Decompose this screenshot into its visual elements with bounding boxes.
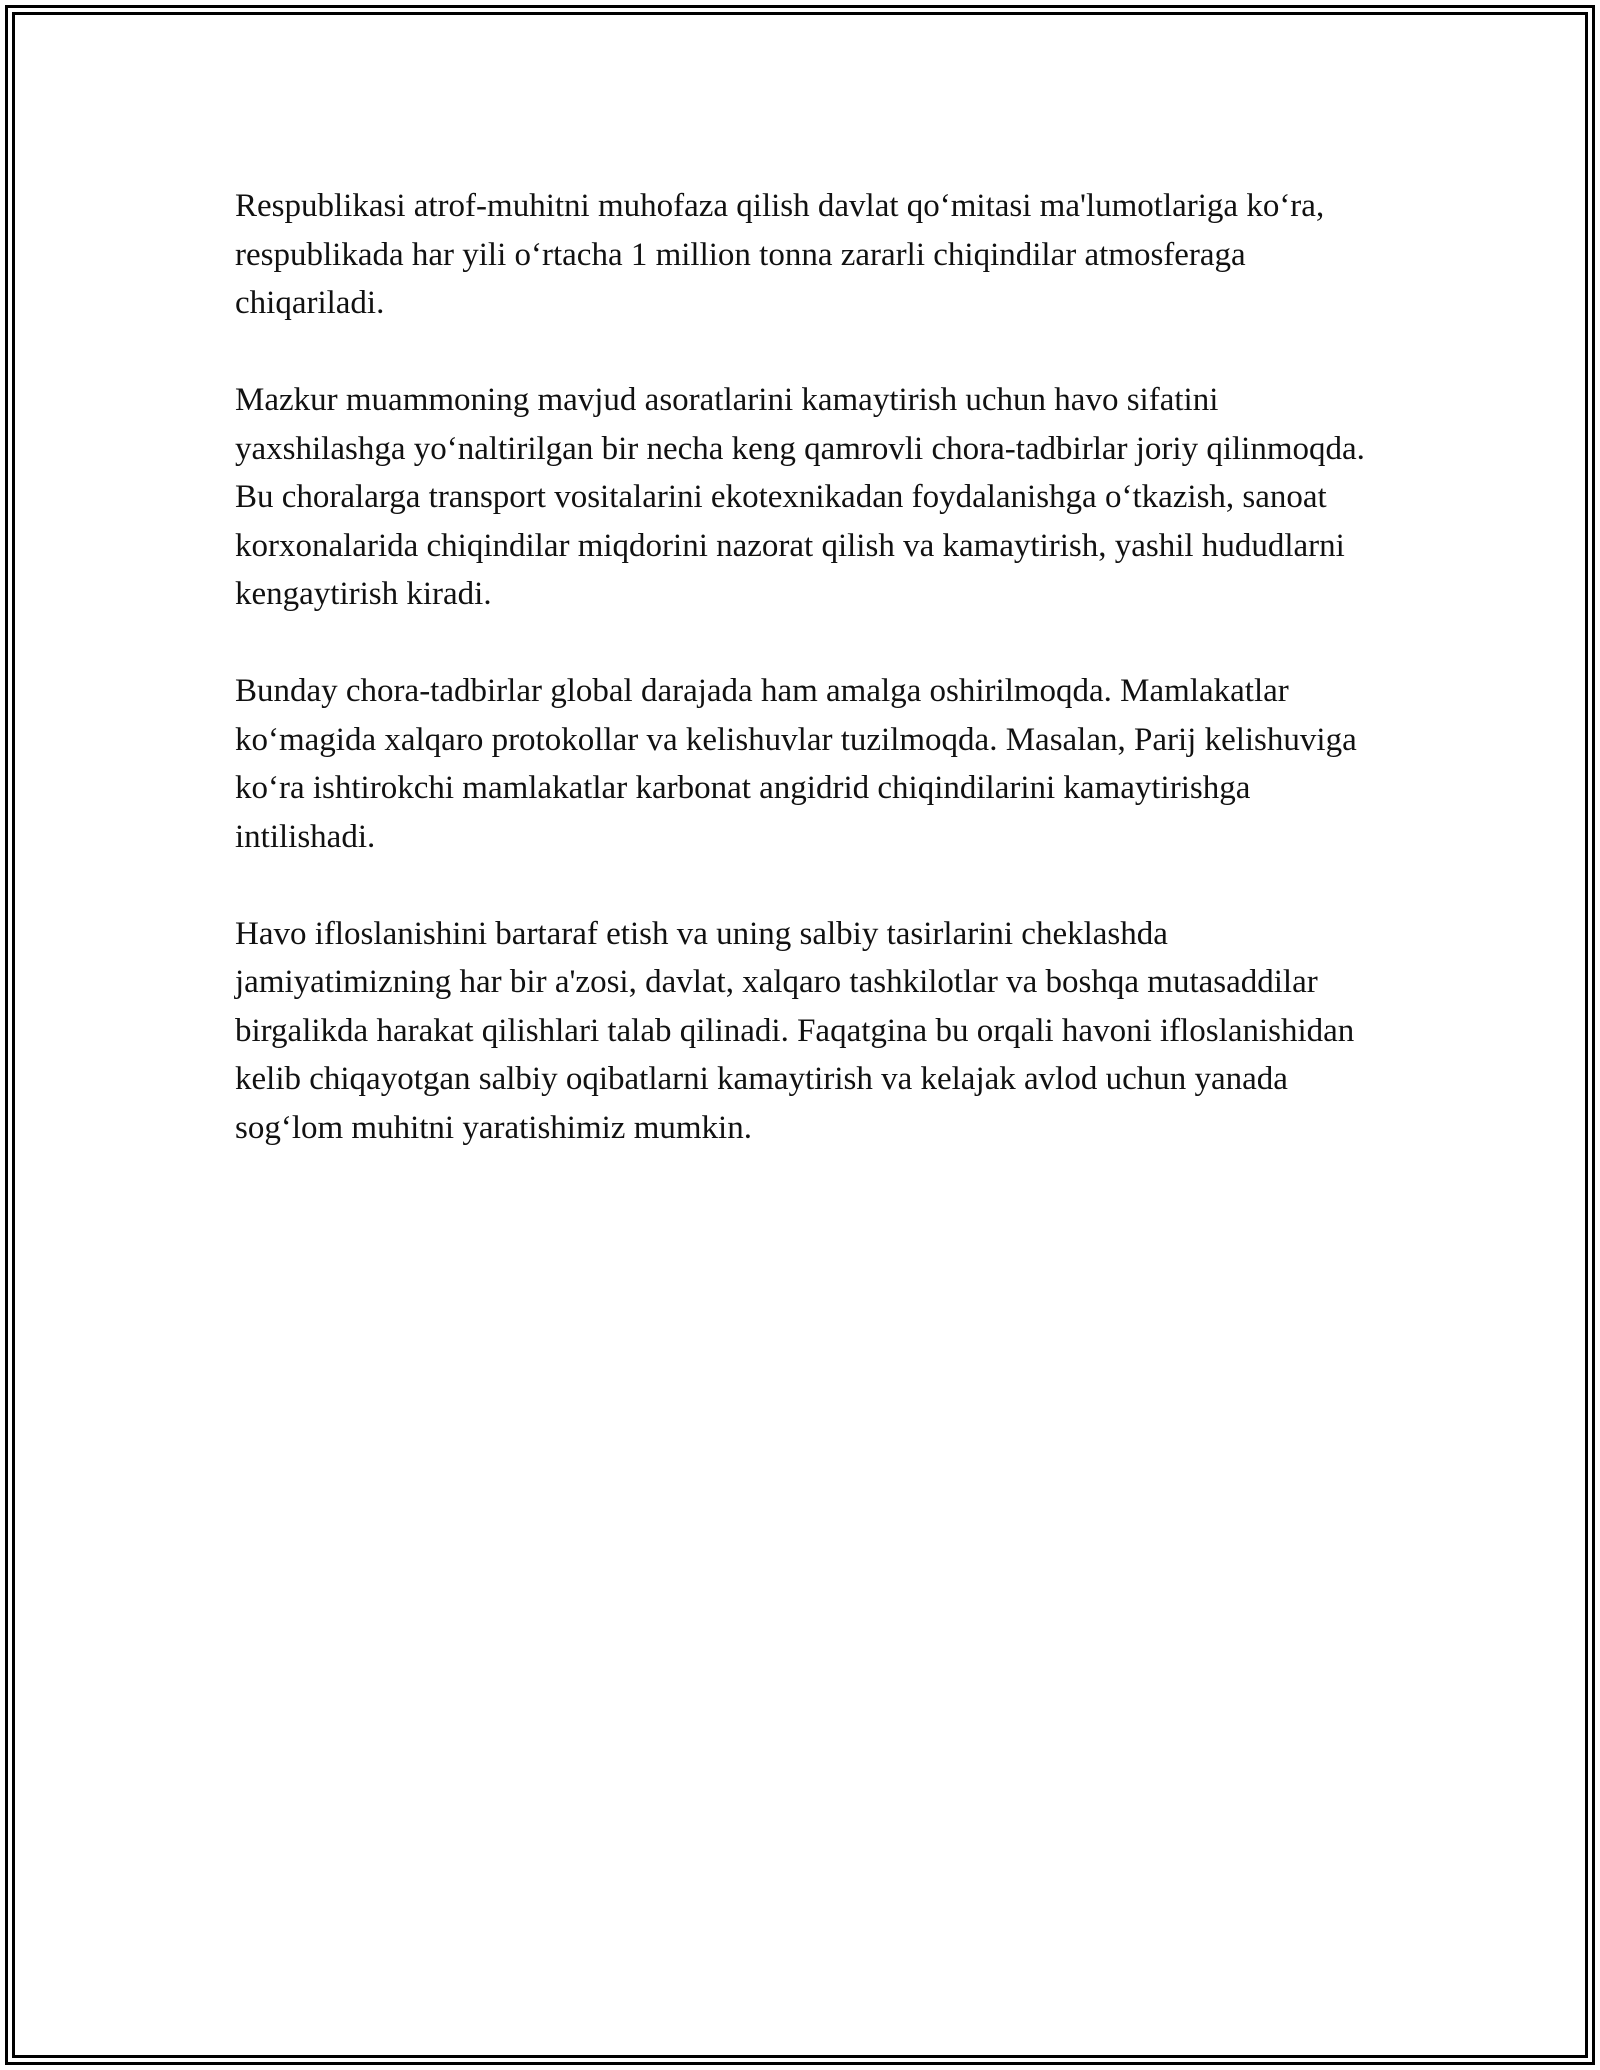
paragraph-1: Respublikasi atrof-muhitni muhofaza qilish davlat qoʻmitasi ma'lumotlariga koʻra, respublikada har yili oʻrtacha 1 million tonna zararli chiqindilar atmosferaga chiqariladi. [235, 188, 1325, 321]
paragraph-4: Havo ifloslanishini bartaraf etish va uning salbiy tasirlarini cheklashda jamiyatimizning har bir a'zosi, davlat, xalqaro tashkilotlar va boshqa mutasaddilar birgalikda harakat qilishlari talab qilinadi. Faqatgina bu orqali havoni ifloslanishidan kelib chiqayotgan salbiy oqibatlarni kamaytirish va kelajak avlod uchun yanada sogʻlom muhitni yaratishimiz mumkin. [235, 915, 1355, 1146]
document-body [235, 182, 1365, 1201]
paragraph-2: Mazkur muammoning mavjud asoratlarini kamaytirish uchun havo sifatini yaxshilashga yoʻnaltirilgan bir necha keng qamrovli chora-tadbirlar joriy qilinmoqda. Bu choralarga transport vositalarini ekotexnikadan foydalanishga oʻtkazish, sanoat korxonalarida chiqindilar miqdorini nazorat qilish va kamaytirish, yashil hududlarni kengaytirish kiradi. [235, 382, 1365, 612]
paragraph-3: Bunday chora-tadbirlar global darajada ham amalga oshirilmoqda. Mamlakatlar koʻmagida xalqaro protokollar va kelishuvlar tuzilmoqda. Masalan, Parij kelishuviga koʻra ishtirokchi mamlakatlar karbonat angidrid chiqindilarini kamaytirishga intilishadi. [235, 673, 1357, 855]
